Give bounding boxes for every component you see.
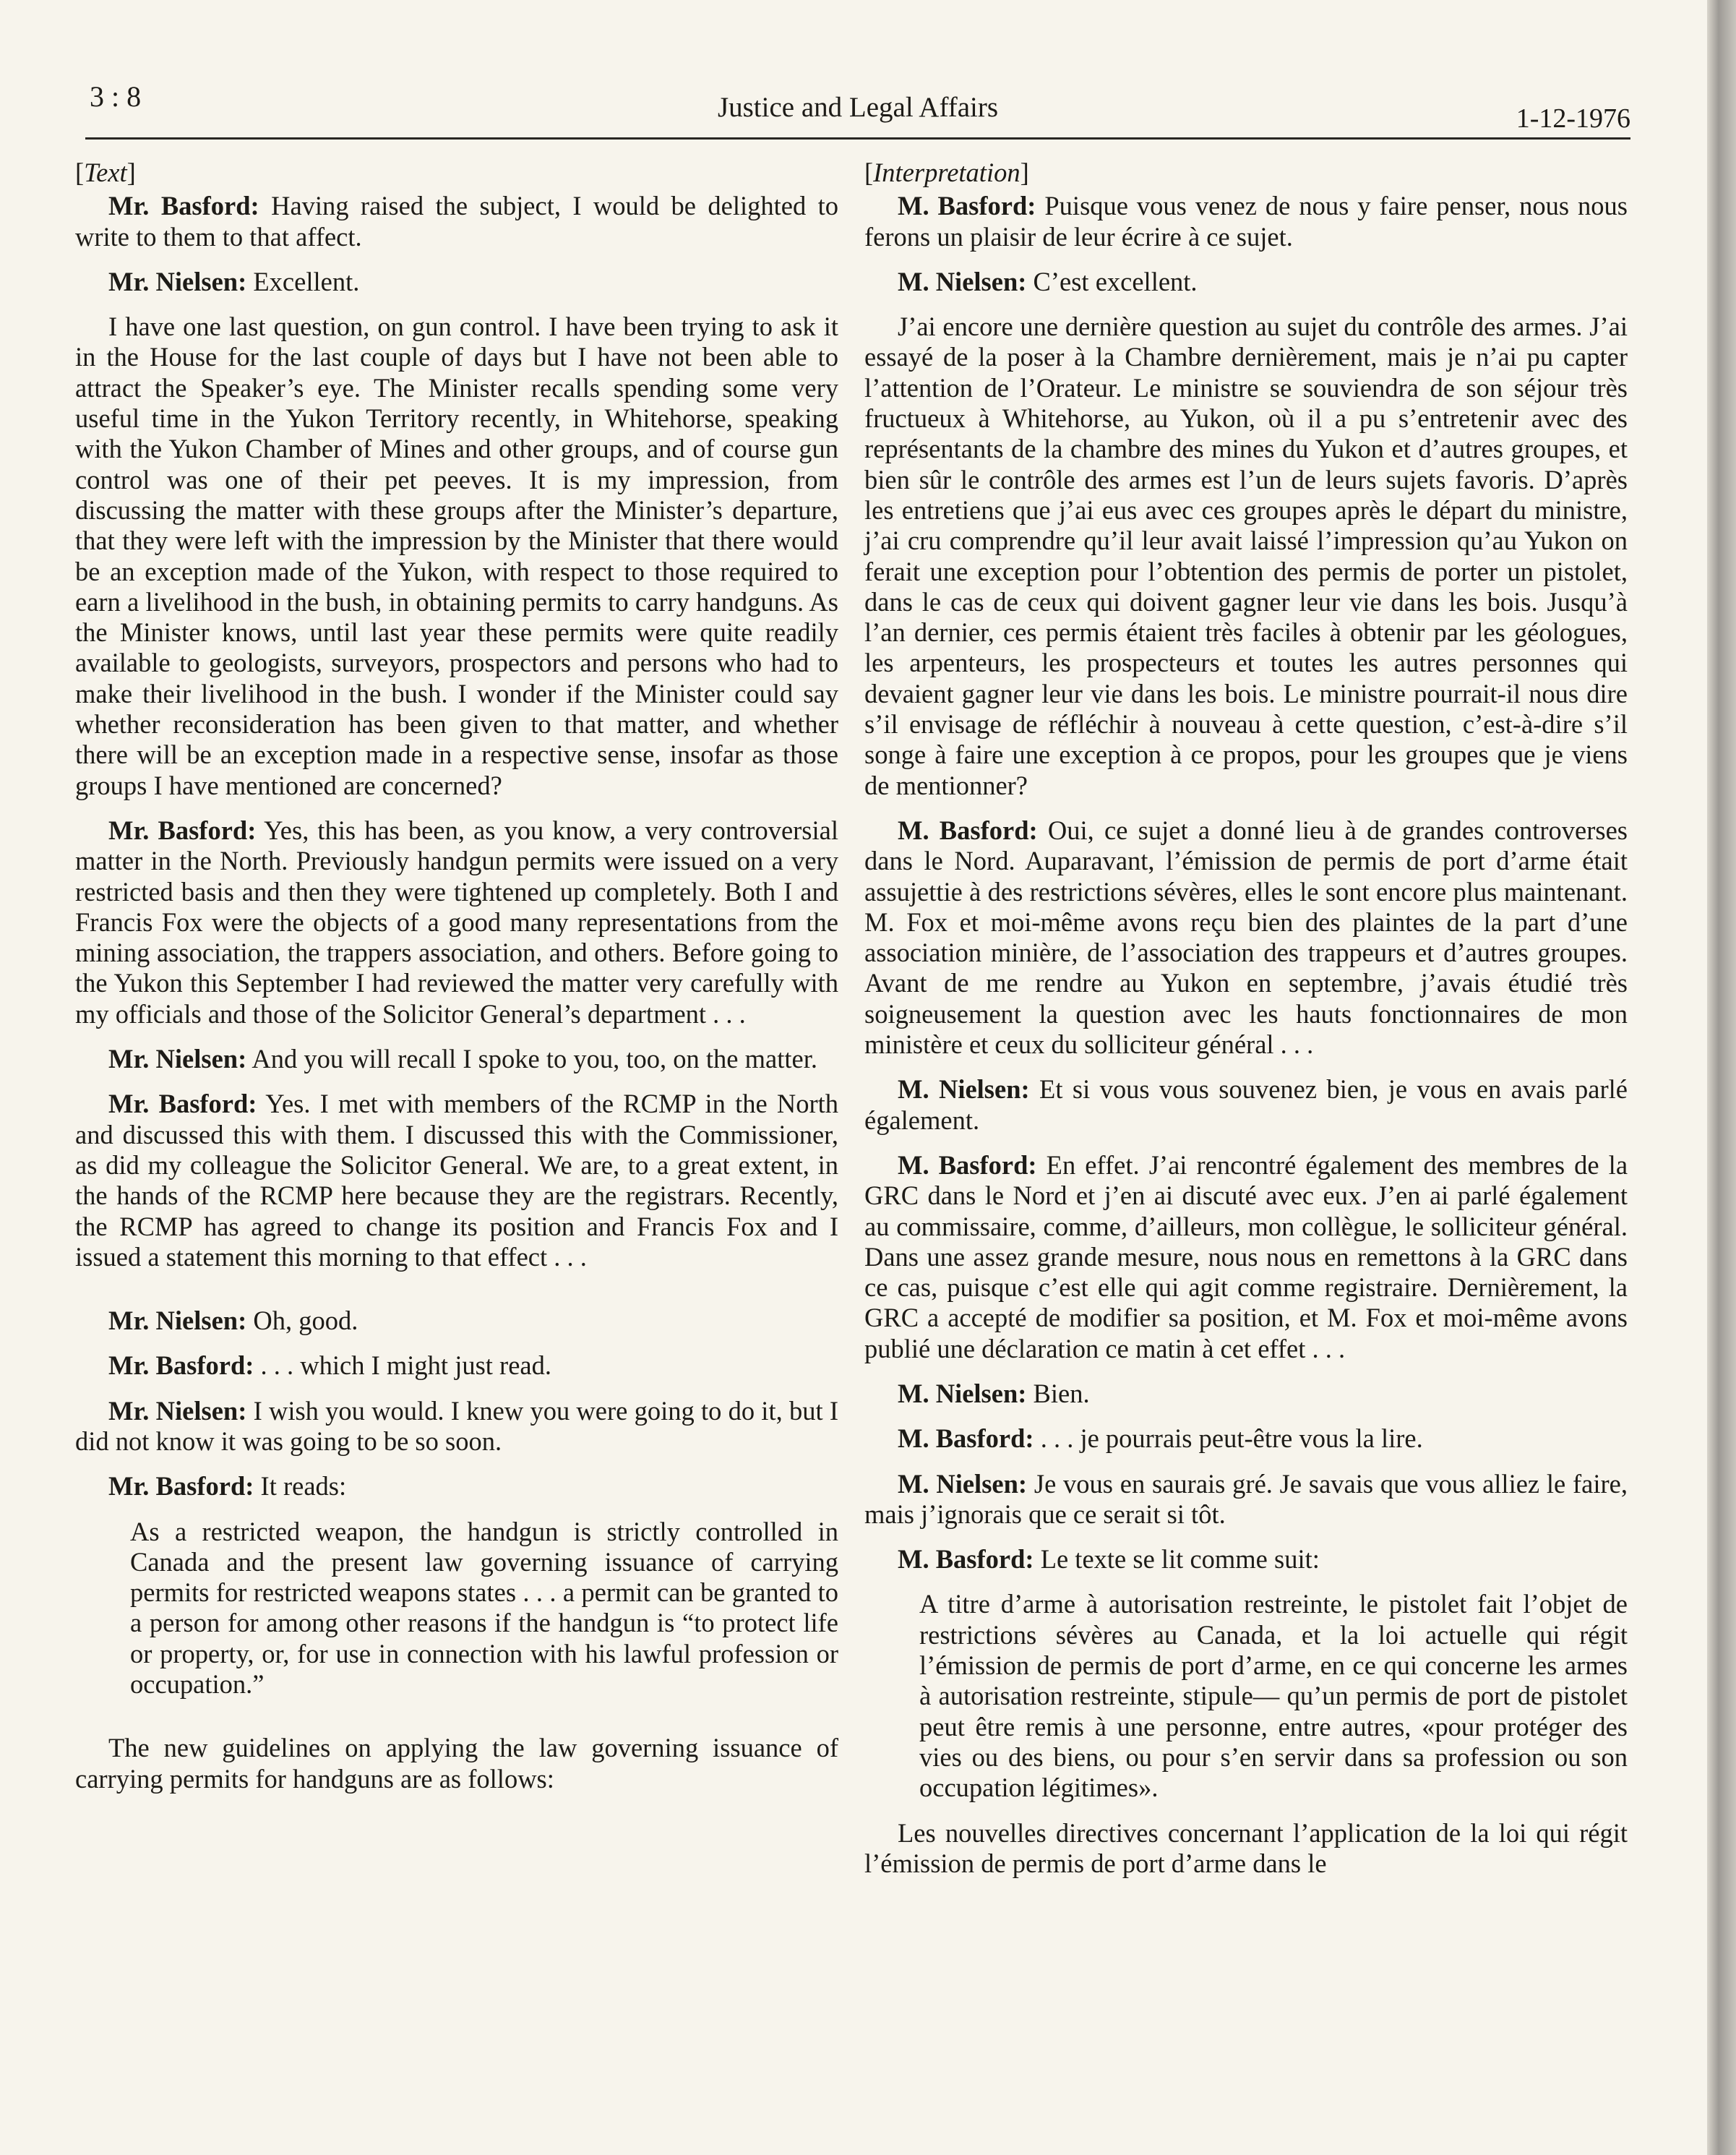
speaker-name: M. Nielsen: — [898, 1074, 1030, 1105]
page-edge — [1707, 0, 1736, 2155]
speaker-name: M. Nielsen: — [898, 1468, 1028, 1499]
speaker-name: M. Basford: — [898, 1149, 1037, 1180]
speaker-name: M. Nielsen: — [898, 266, 1027, 296]
running-head — [85, 80, 1630, 140]
speech-text: C’est excellent. — [1033, 266, 1198, 296]
speech-paragraph — [75, 815, 838, 1029]
sitting-date: 1-12-1976 — [1516, 103, 1630, 134]
speaker-name: Mr. Basford: — [108, 1471, 254, 1501]
speaker-name: M. Basford: — [898, 191, 1036, 221]
speech-text: And you will recall I spoke to you, too, on the matter. — [252, 1044, 817, 1074]
speaker-name: Mr. Basford: — [108, 815, 257, 845]
speech-text: Having raised the subject, I would be delighted to write to them to that affect. — [75, 191, 839, 252]
speech-paragraph — [75, 1471, 838, 1501]
speech-text: Et si vous vous souvenez bien, je vous en avais parlé également. — [864, 1074, 1628, 1135]
section-label-text: Interpretation — [873, 158, 1020, 187]
speech-paragraph — [864, 1150, 1628, 1364]
speech-text: Le texte se lit comme suit: — [1040, 1544, 1320, 1575]
committee-title: Justice and Legal Affairs — [717, 92, 999, 123]
speaker-name: M. Basford: — [898, 815, 1038, 845]
speech-paragraph — [864, 815, 1628, 1060]
speaker-name: Mr. Basford: — [108, 1089, 257, 1119]
speech-paragraph — [75, 1350, 838, 1381]
section-label-text: Text — [84, 158, 127, 187]
speech-paragraph — [75, 1089, 838, 1272]
page-number: 3 : 8 — [90, 80, 142, 113]
speech-paragraph — [864, 1544, 1628, 1575]
speech-paragraph — [864, 1379, 1628, 1409]
speech-text: En effet. J’ai rencontré également des membres de la GRC dans le Nord et j’en ai discuté avec eux. J’en ai parlé également au commissaire, comme, d’ailleurs, mon collègue, le solliciteur général. Dans une assez grande mesure, nous nous en remettons à la GRC dans ce cas, puisque c’est elle qui agit comme registraire. Dernièrement, la GRC a accepté de modifier sa position, et M. Fox et moi-même avons publié une déclaration ce matin à cet effet . . . — [864, 1149, 1628, 1363]
speech-text: Je vous en saurais gré. Je savais que vous alliez le faire, mais j’ignorais que ce serait si tôt. — [864, 1468, 1628, 1529]
speech-text: Excellent. — [253, 266, 360, 296]
speaker-name: Mr. Nielsen: — [108, 1044, 247, 1074]
speaker-name: M. Basford: — [898, 1423, 1034, 1454]
speech-paragraph — [75, 1396, 838, 1457]
body-paragraph: I have one last question, on gun control. I have been trying to ask it in the House for the last couple of days but I have not been able to attract the Speaker’s eye. The Minister recalls spending some very useful time in the Yukon Territory recently, in Whitehorse, speaking with the Yukon Chamber of Mines and other groups, and of course gun control was one of their pet peeves. It is my impression, from discussing the matter with these groups after the Minister’s departure, that they were left with the impression by the Minister that there would be an exception made of the Yukon, with respect to those required to earn a livelihood in the bush, in obtaining permits to carry handguns. As the Minister knows, until last year these permits were quite readily available to geologists, surveyors, prospectors and persons who had to make their livelihood in the bush. I wonder if the Minister could say whether reconsideration has been given to that matter, and whether there will be an exception made in a respective sense, insofar as those groups I have mentioned are concerned? — [75, 312, 838, 800]
speech-paragraph — [75, 267, 838, 297]
speech-text: It reads: — [260, 1471, 347, 1501]
speaker-name: Mr. Nielsen: — [108, 1395, 247, 1426]
speaker-name: M. Nielsen: — [898, 1378, 1027, 1408]
speech-paragraph — [75, 191, 838, 252]
speaker-name: Mr. Basford: — [108, 1350, 254, 1381]
quoted-statement: A titre d’arme à autorisation restreinte, le pistolet fait l’objet de restrictions sévères au Canada, et la loi actuelle qui régit l’émission de permis de port d’arme, en ce qui concerne les armes à autorisation restreinte, stipule— qu’un permis de port de pistolet peut être remis à une personne, entre autres, «pour protéger des vies ou des biens, ou pour s’en servir dans sa profession ou son occupation légitimes». — [919, 1589, 1628, 1803]
speaker-name: Mr. Basford: — [108, 191, 259, 221]
speech-text: Yes, this has been, as you know, a very controversial matter in the North. Previously handgun permits were issued on a very restricted basis and then they were tightened up completely. Both I and Francis Fox were the objects of a good many representations from the mining association, the trappers association, and others. Before going to the Yukon this September I had reviewed the matter very carefully with my officials and those of the Solicitor General’s department . . . — [75, 815, 838, 1029]
english-column — [75, 158, 838, 1809]
speaker-name: Mr. Nielsen: — [108, 266, 247, 296]
section-label: [Text] — [75, 158, 136, 187]
speech-paragraph — [75, 1044, 838, 1074]
speaker-name: M. Basford: — [898, 1544, 1034, 1575]
speech-text: Yes. I met with members of the RCMP in the North and discussed this with them. I discussed this with the Commissioner, as did my colleague the Solicitor General. We are, to a great extent, in the hands of the RCMP here because they are the registrars. Recently, the RCMP has agreed to change its position and Francis Fox and I issued a statement this morning to that effect . . . — [75, 1089, 838, 1272]
speech-text: . . . je pourrais peut-être vous la lire. — [1040, 1423, 1423, 1454]
body-paragraph: J’ai encore une dernière question au sujet du contrôle des armes. J’ai essayé de la poser à la Chambre dernièrement, mais je n’ai pu capter l’attention de l’Orateur. Le ministre se souviendra de son séjour très fructueux à Whitehorse, au Yukon, où il a pu s’entretenir avec des représentants de la chambre des mines du Yukon et d’autres groupes, et bien sûr le contrôle des armes est l’un de leurs sujets favoris. D’après les entretiens que j’ai eus avec ces groupes après le départ du ministre, j’ai cru comprendre qu’il leur avait laissé l’impression qu’au Yukon on ferait une exception pour l’obtention des permis de porter un pistolet, dans le cas de ceux qui doivent gagner leur vie dans les bois. Jusqu’à l’an dernier, ces permis étaient très faciles à obtenir par les géologues, les arpenteurs, les prospecteurs et toutes les autres personnes qui devaient gagner leur vie dans les bois. Le ministre pourrait-il nous dire s’il envisage de réfléchir à nouveau à cette question, c’est-à-dire s’il songe à faire une exception à ce propos, pour les groupes que je viens de mentionner? — [864, 312, 1628, 800]
speech-paragraph — [864, 1074, 1628, 1136]
speech-text: I wish you would. I knew you were going to do it, but I did not know it was going to be so soon. — [75, 1395, 838, 1456]
body-paragraph: The new guidelines on applying the law governing issuance of carrying permits for handguns are as follows: — [75, 1733, 838, 1794]
speech-paragraph — [864, 191, 1628, 252]
french-column — [864, 158, 1628, 1893]
speech-text: Puisque vous venez de nous y faire penser, nous nous ferons un plaisir de leur écrire à ce sujet. — [864, 191, 1628, 252]
speech-text: Oui, ce sujet a donné lieu à de grandes controverses dans le Nord. Auparavant, l’émission de permis de port d’arme était assujettie à des restrictions sévères, elles le sont encore plus maintenant. M. Fox et moi-même avons reçu bien des plaintes de la part d’une association minière, de l’association des trappeurs et d’autres groupes. Avant de me rendre au Yukon en septembre, j’avais étudié très soigneusement la question avec les hauts fonctionnaires de mon ministère et ceux du solliciteur général . . . — [864, 815, 1628, 1060]
quoted-statement: As a restricted weapon, the handgun is strictly controlled in Canada and the present law governing issuance of carrying permits for restricted weapons states . . . a permit can be granted to a person for among other reasons if the handgun is “to protect life or property, or, for use in connection with his lawful profession or occupation.” — [130, 1516, 838, 1700]
speech-paragraph — [864, 1423, 1628, 1454]
speech-paragraph — [864, 267, 1628, 297]
speech-text: Oh, good. — [253, 1306, 358, 1336]
speech-text: Bien. — [1033, 1378, 1090, 1408]
section-label: [Interpretation] — [864, 158, 1029, 187]
speaker-name: Mr. Nielsen: — [108, 1306, 247, 1336]
body-paragraph: Les nouvelles directives concernant l’application de la loi qui régit l’émission de permis de port d’arme dans le — [864, 1817, 1628, 1878]
speech-paragraph — [864, 1469, 1628, 1530]
speech-paragraph — [75, 1306, 838, 1336]
speech-text: . . . which I might just read. — [260, 1350, 551, 1381]
